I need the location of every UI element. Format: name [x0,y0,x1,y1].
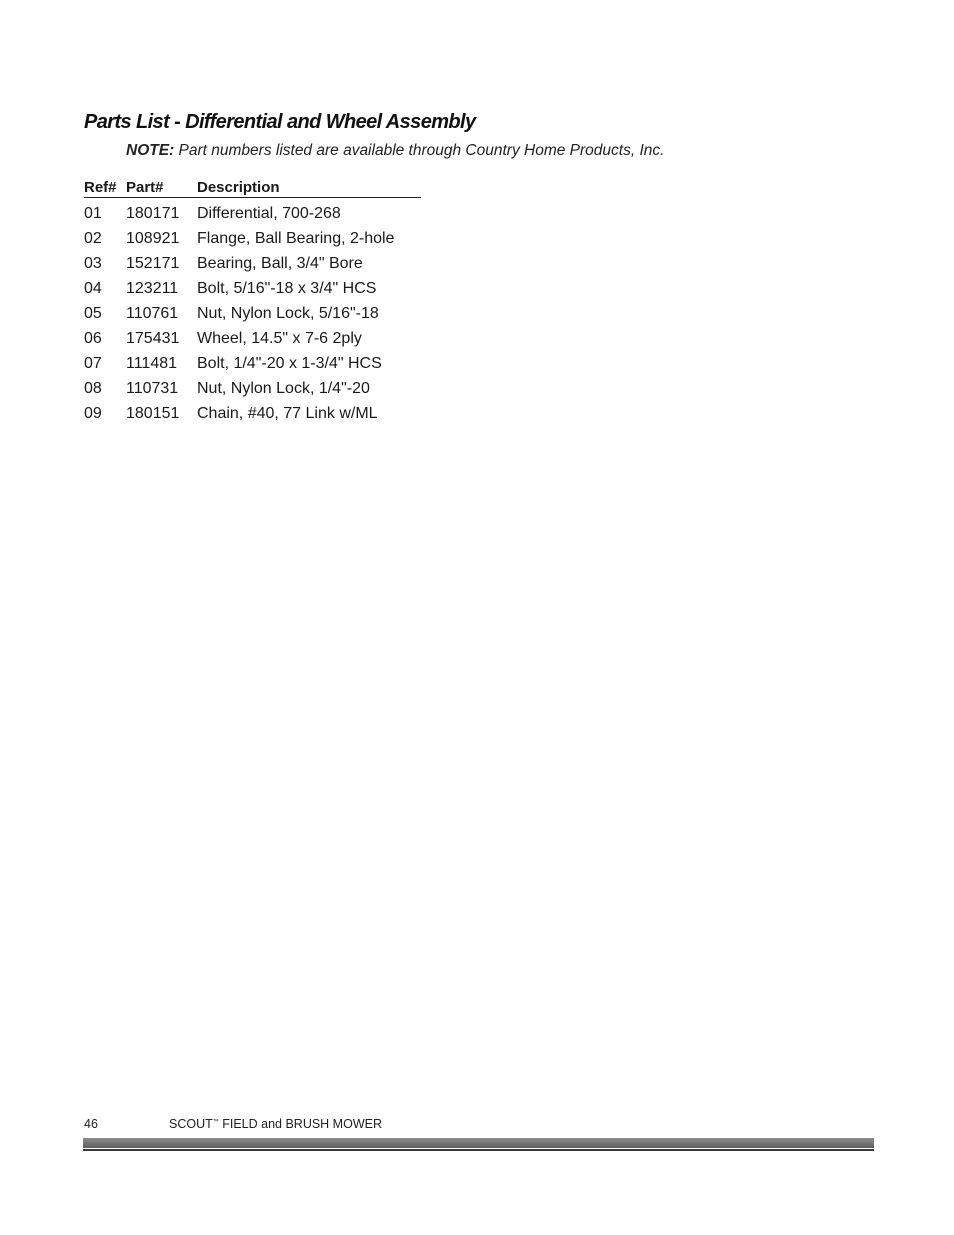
cell-description: Wheel, 14.5" x 7-6 2ply [197,330,362,347]
page-number: 46 [84,1117,98,1131]
cell-description: Bolt, 5/16"-18 x 3/4" HCS [197,280,377,297]
cell-part: 111481 [126,355,178,372]
cell-ref: 04 [84,280,102,297]
header-description: Description [197,178,421,198]
note-label: NOTE: [126,142,175,159]
table-row [84,276,421,301]
cell-part: 108921 [126,230,180,247]
cell-description: Bolt, 1/4"-20 x 1-3/4" HCS [197,355,382,372]
cell-part: 110761 [126,305,179,322]
parts-table [84,178,421,426]
cell-description: Flange, Ball Bearing, 2-hole [197,230,395,247]
footer-brand: SCOUT [169,1117,213,1131]
cell-ref: 09 [84,405,102,422]
cell-ref: 07 [84,355,102,372]
table-row [84,351,421,376]
table-row [84,226,421,251]
cell-ref: 06 [84,330,102,347]
cell-description: Bearing, Ball, 3/4" Bore [197,255,363,272]
cell-part: 152171 [126,255,180,272]
cell-ref: 01 [84,205,102,222]
cell-part: 110731 [126,380,179,397]
table-row [84,401,421,426]
cell-part: 123211 [126,280,179,297]
cell-part: 175431 [126,330,180,347]
cell-ref: 08 [84,380,102,397]
table-header-row [84,178,421,198]
cell-part: 180171 [126,205,180,222]
footer-title [169,1117,382,1131]
cell-ref: 03 [84,255,102,272]
note [126,142,664,160]
table-row [84,376,421,401]
table-row [84,301,421,326]
header-part: Part# [126,178,197,198]
cell-ref: 05 [84,305,102,322]
footer-rule-line [83,1149,874,1151]
cell-description: Chain, #40, 77 Link w/ML [197,405,378,422]
cell-description: Differential, 700-268 [197,205,341,222]
table-row [84,198,421,227]
footer-title-rest: FIELD and BRUSH MOWER [218,1117,382,1131]
page-title: Parts List - Differential and Wheel Assembly [84,111,476,133]
table-row [84,326,421,351]
cell-ref: 02 [84,230,102,247]
table-row [84,251,421,276]
cell-part: 180151 [126,405,180,422]
header-ref: Ref# [84,178,126,198]
cell-description: Nut, Nylon Lock, 5/16"-18 [197,305,379,322]
note-text: Part numbers listed are available through Country Home Products, Inc. [174,142,665,159]
trademark-symbol: ™ [212,1118,219,1125]
cell-description: Nut, Nylon Lock, 1/4"-20 [197,380,370,397]
footer-rule-bar [83,1138,874,1148]
